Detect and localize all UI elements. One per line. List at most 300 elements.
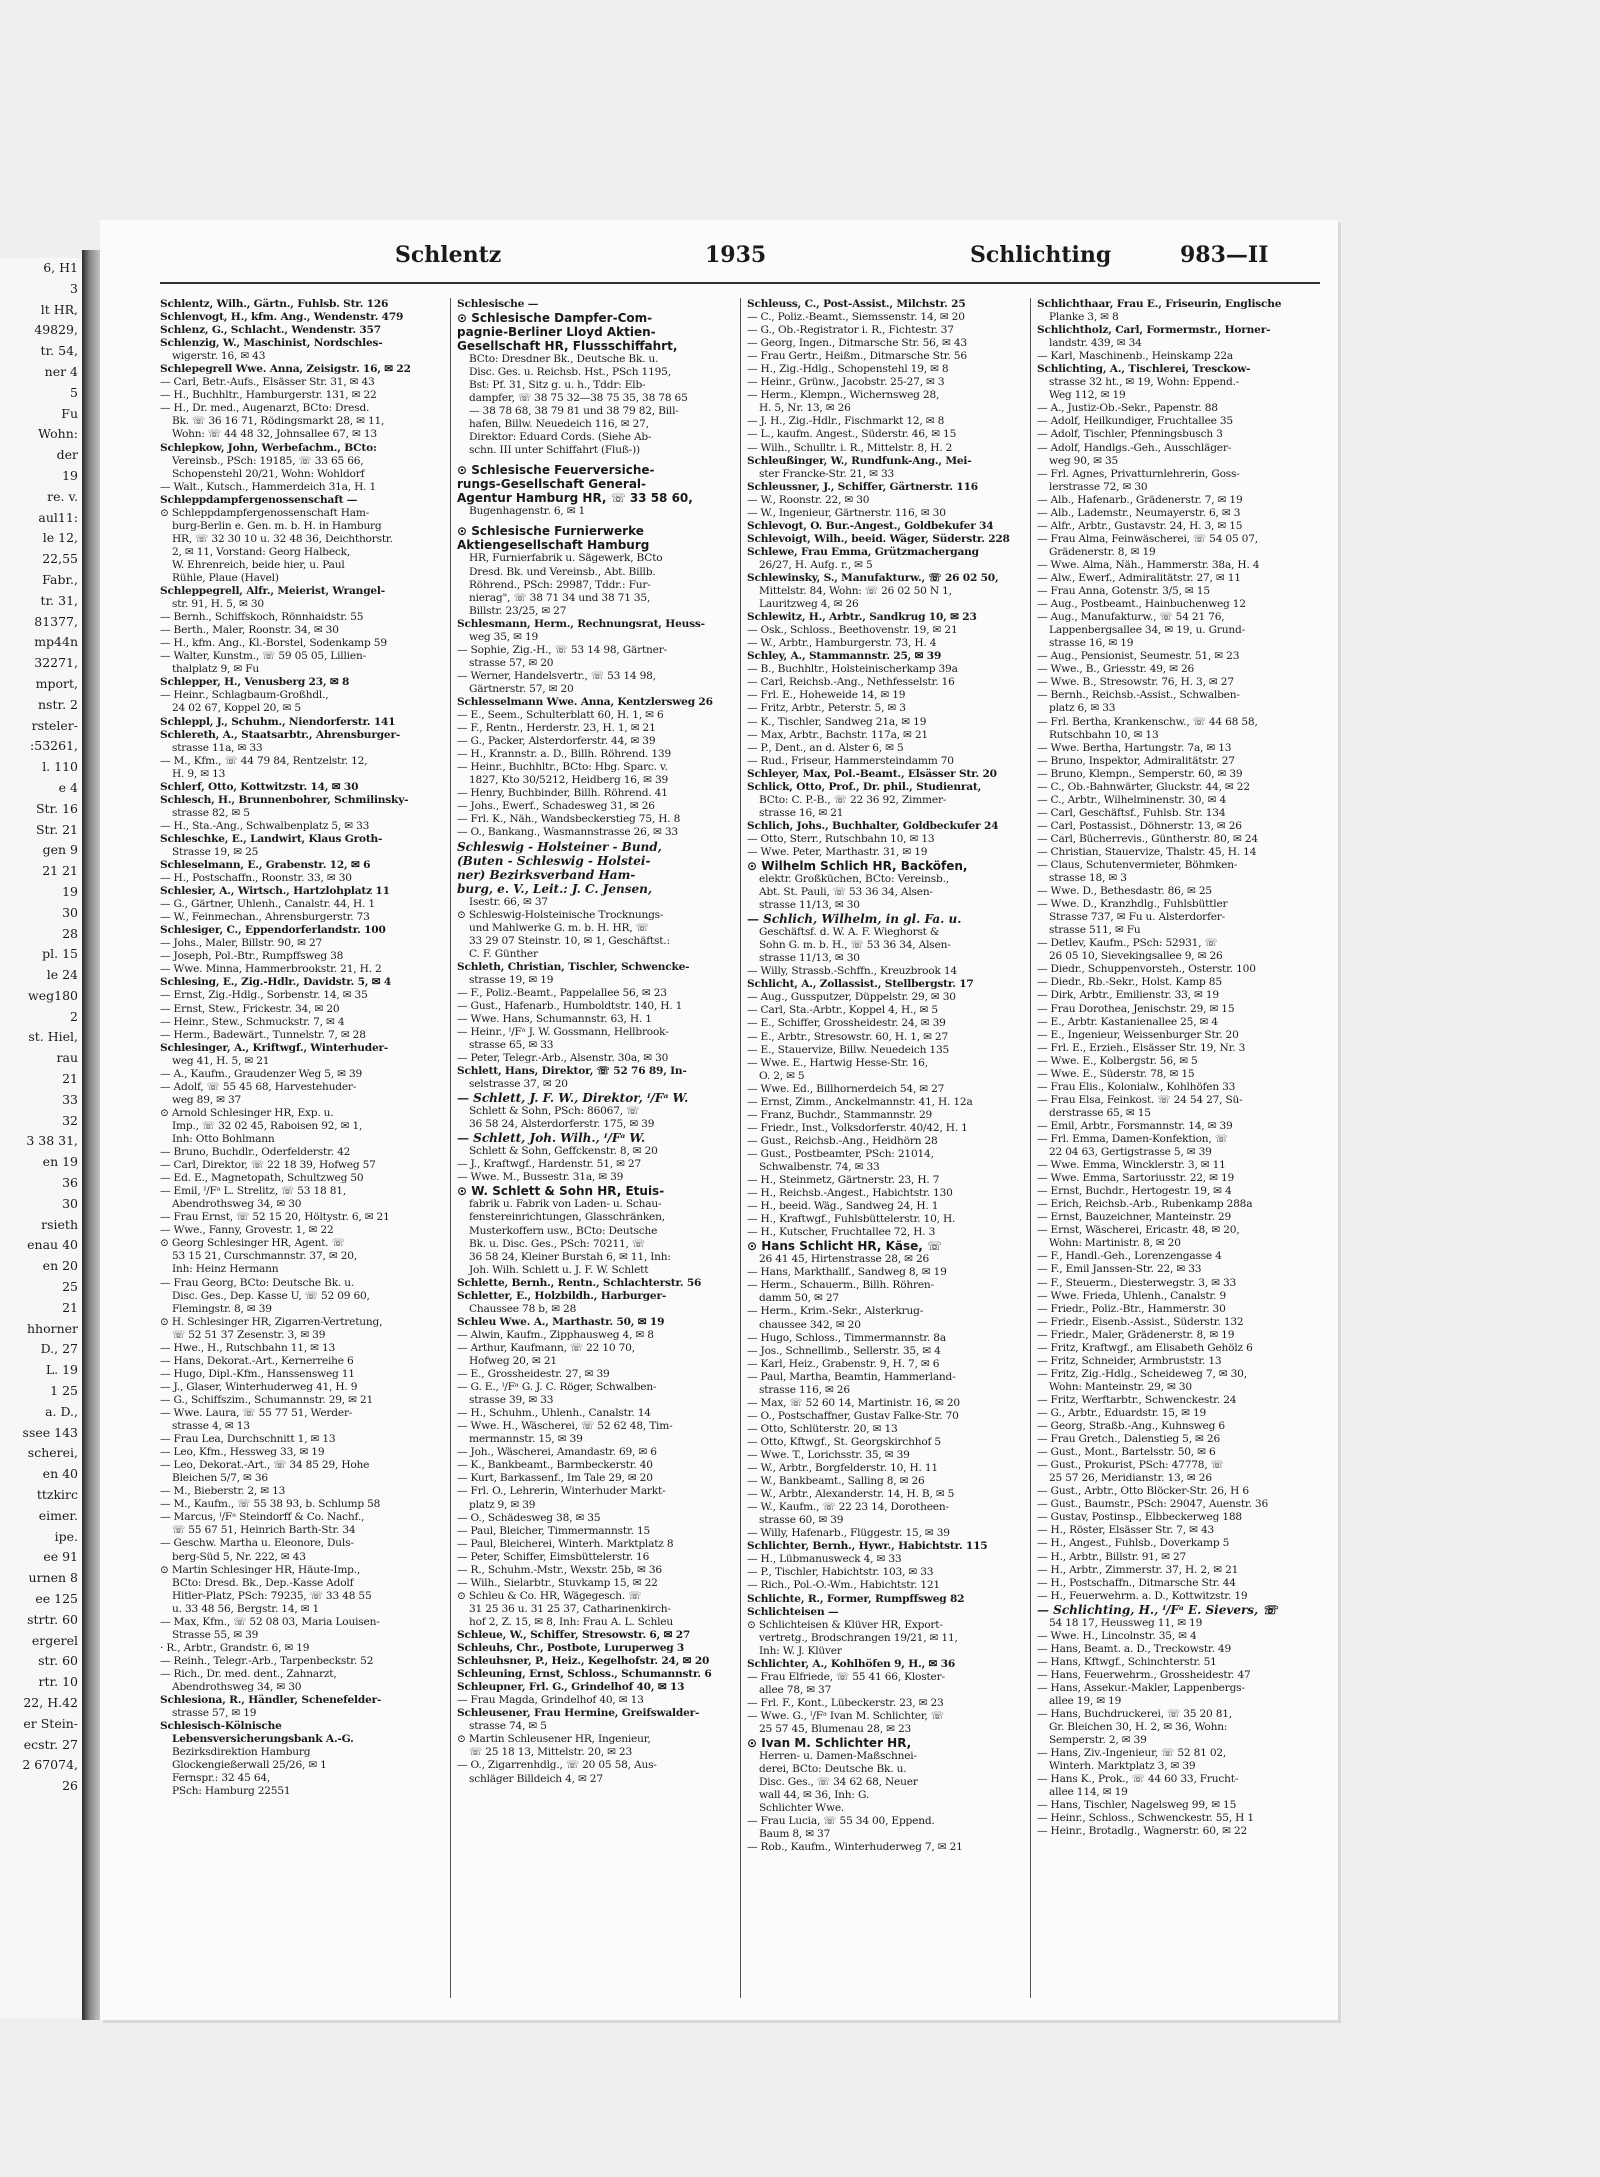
directory-entry-line: — G. E., ᴵ/Fᵃ G. J. C. Röger, Schwalben- (457, 1381, 657, 1394)
directory-highlight-entry: Agentur Hamburg HR, ☏ 33 58 60, (457, 491, 693, 506)
column-1 (160, 298, 442, 1998)
directory-entry-line: Schlepper, H., Venusberg 23, ✉ 8 (160, 676, 350, 689)
left-page-fragment: tr. 31, (40, 592, 78, 608)
directory-entry-line: — Carl, Betr.-Aufs., Elsässer Str. 31, ✉ 43 (160, 376, 375, 389)
directory-entry-line: Schleu Wwe. A., Marthastr. 50, ✉ 19 (457, 1315, 665, 1328)
directory-entry-line: ⊙ Georg Schlesinger HR, Agent. ☏ (160, 1237, 345, 1250)
directory-entry-line: — Frl. Agnes, Privatturnlehrerin, Goss- (1037, 467, 1240, 480)
directory-entry-line: — Herm., Badewärt., Tunnelstr. 7, ✉ 28 (160, 1028, 366, 1041)
directory-entry-line: strasse 16, ✉ 21 (759, 806, 844, 819)
left-page-fragment: eimer. (38, 1507, 78, 1523)
page-header (100, 242, 1338, 282)
directory-entry-line: Schleupner, Frl. G., Grindelhof 40, ✉ 13 (457, 1681, 685, 1694)
directory-entry-line: — Frau Gretch., Dalenstieg 5, ✉ 26 (1037, 1433, 1220, 1446)
directory-entry-line: — Rud., Friseur, Hammersteindamm 70 (747, 754, 954, 767)
directory-entry-line: Inh: Otto Bohlmann (172, 1133, 275, 1145)
directory-entry-line: — H., Sta.-Ang., Schwalbenplatz 5, ✉ 33 (160, 819, 370, 832)
left-page-fragment: 36 (62, 1175, 78, 1191)
directory-entry-line: Bk. u. Disc. Ges., PSch: 70211, ☏ (469, 1237, 645, 1250)
directory-entry-line: Schleussner, J., Schiffer, Gärtnerstr. 116 (747, 480, 978, 493)
directory-entry-line: — Walt., Kutsch., Hammerdeich 31a, H. 1 (160, 480, 377, 493)
directory-entry-line: — H., Arbtr., Billstr. 91, ✉ 27 (1037, 1550, 1187, 1563)
directory-entry-line: Schlentz, Wilh., Gärtn., Fuhlsb. Str. 126 (160, 298, 389, 310)
directory-entry-line: — H., Lübmanusweck 4, ✉ 33 (747, 1553, 902, 1566)
directory-entry-line: Schlette, Bernh., Rentn., Schlachterstr. 56 (457, 1276, 702, 1289)
directory-entry-line: — Wwe. Minna, Hammerbrookstr. 21, H. 2 (160, 963, 382, 976)
left-page-fragment: ergerel (31, 1632, 78, 1648)
directory-entry-line: strasse 11a, ✉ 33 (172, 741, 263, 754)
directory-entry-line: — Wwe. Peter, Marthastr. 31, ✉ 19 (747, 845, 928, 858)
directory-entry-line: Schwalbenstr. 74, ✉ 33 (759, 1161, 880, 1173)
directory-entry-line: — Wwe. Frieda, Uhlenh., Canalstr. 9 (1037, 1289, 1226, 1302)
directory-entry-line: Schlesch, H., Brunnenbohrer, Schmilinsky- (160, 793, 409, 806)
directory-highlight-entry: ⊙ W. Schlett & Sohn HR, Etuis- (457, 1184, 665, 1199)
directory-entry-line: — Kurt, Barkassenf., Im Tale 29, ✉ 20 (457, 1472, 653, 1485)
left-page-fragment: ner 4 (44, 363, 78, 379)
directory-entry-line: — A., Justiz-Ob.-Sekr., Papenstr. 88 (1037, 402, 1218, 415)
directory-entry-line: weg 35, ✉ 19 (469, 630, 539, 643)
directory-entry-line: Rutschbahn 10, ✉ 13 (1049, 728, 1159, 741)
left-page-fragment: 2 (70, 1008, 78, 1024)
directory-entry-line: Schleuhs, Chr., Postbote, Luruperweg 3 (457, 1642, 685, 1655)
directory-entry-line: — H., Angest., Fuhlsb., Doverkamp 5 (1037, 1537, 1230, 1550)
directory-entry-line: — Frl. Emma, Damen-Konfektion, ☏ (1037, 1133, 1228, 1145)
directory-entry-line: HR, Furnierfabrik u. Sägewerk, BCto (469, 552, 663, 565)
directory-entry-line: Schlesiona, R., Händler, Schenefelder- (160, 1694, 382, 1707)
directory-entry-line: — H., Postschaffn., Ditmarsche Str. 44 (1037, 1576, 1236, 1589)
directory-entry-line: — H., beeid. Wäg., Sandweg 24, H. 1 (747, 1200, 939, 1213)
directory-entry-line: Schley, A., Stammannstr. 25, ✉ 39 (747, 650, 942, 663)
left-page-fragment: 21 (62, 1071, 78, 1087)
directory-entry-line: — Frau Elis., Kolonialw., Kohlhöfen 33 (1037, 1080, 1236, 1093)
directory-entry-line: — Walter, Kunstm., ☏ 59 05 05, Lillien- (160, 650, 366, 663)
directory-entry-line: — C., Ob.-Bahnwärter, Gluckstr. 44, ✉ 22 (1037, 780, 1250, 793)
directory-entry-line: ☏ 25 18 13, Mittelstr. 20, ✉ 23 (469, 1746, 632, 1759)
directory-entry-line: — G., Packer, Alsterdorferstr. 44, ✉ 39 (457, 735, 656, 748)
directory-entry-line: strasse 18, ✉ 3 (1049, 872, 1127, 885)
directory-entry-line: Grädenerstr. 8, ✉ 19 (1049, 545, 1156, 558)
directory-entry-line: Bst: Pf. 31, Sitz g. u. h., Tddr: Elb- (469, 379, 646, 392)
directory-entry-line: Schleuning, Ernst, Schloss., Schumannstr. 6 (457, 1668, 712, 1681)
directory-entry-line: — W., Arbtr., Borgfelderstr. 10, H. 11 (747, 1462, 938, 1475)
directory-entry-line: — Frl. F., Kont., Lübeckerstr. 23, ✉ 23 (747, 1696, 944, 1709)
directory-entry-line: — Werner, Handelsvertr., ☏ 53 14 98, (457, 669, 656, 682)
directory-entry-line: ☏ 55 67 51, Heinrich Barth-Str. 34 (172, 1524, 356, 1537)
directory-entry-line: — Aug., Manufakturw., ☏ 54 21 76, (1037, 611, 1225, 624)
directory-entry-line: — E., Ingenieur, Weissenburger Str. 20 (1037, 1028, 1239, 1041)
directory-entry-line: — Hans K., Prok., ☏ 44 60 33, Frucht- (1037, 1773, 1239, 1786)
directory-entry-line: nierag", ☏ 38 71 34 und 38 71 35, (469, 591, 651, 604)
directory-entry-line: — Herm., Klempn., Wichernsweg 28, (747, 389, 940, 402)
directory-entry-line: — P., Dent., an d. Alster 6, ✉ 5 (747, 741, 904, 754)
directory-entry-line: allee 114, ✉ 19 (1049, 1786, 1128, 1799)
directory-entry-line: — F., Steuerm., Diesterwegstr. 3, ✉ 33 (1037, 1276, 1237, 1289)
directory-entry-line: — Hwe., H., Rutschbahn 11, ✉ 13 (160, 1341, 336, 1354)
directory-entry-line: — Heinr., Schlagbaum-Großhdl., (160, 689, 329, 702)
directory-entry-line: Schlichting, A., Tischlerei, Tresckow- (1037, 363, 1251, 376)
directory-entry-line: Schlett & Sohn, PSch: 86067, ☏ (469, 1105, 640, 1118)
directory-entry-line: Röhrend., PSch: 29987, Tddr.: Fur- (469, 578, 651, 591)
directory-entry-line: — Joseph, Pol.-Btr., Rumpffsweg 38 (160, 950, 344, 963)
directory-entry-line: Inh: W. J. Klüver (759, 1644, 842, 1657)
directory-entry-line: — Hugo, Dipl.-Kfm., Hanssensweg 11 (160, 1367, 355, 1380)
book-spine (82, 250, 102, 2020)
directory-entry-line: ster Francke-Str. 21, ✉ 33 (759, 467, 895, 480)
directory-entry-line: allee 78, ✉ 37 (759, 1683, 832, 1696)
directory-entry-line: strasse 4, ✉ 13 (172, 1420, 250, 1433)
left-page-fragment: 32 (62, 1112, 78, 1128)
directory-entry-line: — Arthur, Kaufmann, ☏ 22 10 70, (457, 1341, 635, 1354)
left-page-fragment: 22, H.42 (23, 1694, 78, 1710)
directory-highlight-entry: Gesellschaft HR, Flussschiffahrt, (457, 339, 678, 354)
directory-entry-line: lerstrasse 72, ✉ 30 (1049, 480, 1148, 493)
directory-entry-line: BCto: Dresd. Bk., Dep.-Kasse Adolf (172, 1576, 354, 1589)
directory-entry-line: — Hans, Assekur.-Makler, Lappenbergs- (1037, 1681, 1245, 1694)
directory-entry-line: — Ernst, Wäscherei, Ericastr. 48, ✉ 20, (1037, 1224, 1240, 1237)
directory-entry-line: — H., Postschaffn., Roonstr. 33, ✉ 30 (160, 872, 352, 885)
directory-entry-line: Strasse 55, ✉ 39 (172, 1628, 259, 1641)
left-page-fragment: en 20 (42, 1258, 78, 1274)
directory-entry-line: Rühle, Plaue (Havel) (172, 571, 279, 584)
directory-entry-line: — Fritz, Zig.-Hdlg., Scheideweg 7, ✉ 30, (1037, 1367, 1247, 1380)
directory-entry-line: fenstereinrichtungen, Glasschränken, (469, 1211, 665, 1224)
directory-entry-line: Schleusener, Frau Hermine, Greifswalder- (457, 1707, 700, 1720)
directory-entry-line: — Alwin, Kaufm., Zipphausweg 4, ✉ 8 (457, 1328, 654, 1341)
directory-entry-line: — Friedr., Maler, Grädenerstr. 8, ✉ 19 (1037, 1328, 1235, 1341)
directory-entry-line: 24 02 67, Koppel 20, ✉ 5 (172, 702, 301, 715)
directory-entry-line: Schlerf, Otto, Kottwitzstr. 14, ✉ 30 (160, 780, 359, 793)
left-page-fragment: l. 110 (42, 759, 78, 775)
directory-entry-line: Lebensversicherungsbank A.-G. (172, 1733, 354, 1746)
directory-entry-line: — E., Grossheidestr. 27, ✉ 39 (457, 1368, 610, 1381)
directory-entry-line: — H., Buchhltr., Hamburgerstr. 131, ✉ 22 (160, 389, 377, 402)
directory-entry-line: Geschäftsf. d. W. A. F. Wieghorst & (759, 926, 940, 939)
directory-entry-line: — Herm., Schauerm., Billh. Röhren- (747, 1279, 934, 1292)
directory-entry-line: — H., Kraftwgf., Fuhlsbüttelerstr. 10, H. (747, 1213, 956, 1226)
directory-entry-line: Fernspr.: 32 45 64, (172, 1772, 271, 1785)
directory-entry-line: — Henry, Buchbinder, Billh. Röhrend. 41 (457, 787, 668, 800)
left-page-fragment: hhorner (26, 1320, 78, 1336)
directory-entry-line: ⊙ Arnold Schlesinger HR, Exp. u. (160, 1106, 334, 1119)
directory-entry-line: — Gust., Postbeamter, PSch: 21014, (747, 1147, 934, 1160)
directory-entry-line: — H., Feuerwehrm. a. D., Kottwitzstr. 19 (1037, 1589, 1248, 1602)
directory-entry-line: — Christian, Stauervize, Thalstr. 45, H. 14 (1037, 845, 1257, 858)
directory-entry-line: — E., Schiffer, Grossheidestr. 24, ✉ 39 (747, 1017, 946, 1030)
directory-entry-line: — Gust., Prokurist, PSch: 47778, ☏ (1037, 1459, 1224, 1472)
directory-entry-line: — Wwe., Fanny, Grovestr. 1, ✉ 22 (160, 1224, 334, 1237)
left-page-fragment: ssee 143 (22, 1424, 78, 1440)
directory-entry-line: — W., Bankbeamt., Salling 8, ✉ 26 (747, 1475, 925, 1488)
directory-entry-line: Bugenhagenstr. 6, ✉ 1 (469, 505, 586, 518)
directory-entry-line: mermannstr. 15, ✉ 39 (469, 1433, 583, 1446)
directory-entry-line: — Adolf, Heilkundiger, Fruchtallee 35 (1037, 415, 1233, 428)
left-page-fragment: 21 21 (42, 863, 78, 879)
directory-entry-line: Schlesselmann Wwe. Anna, Kentzlersweg 26 (457, 695, 713, 708)
directory-highlight-entry: ⊙ Hans Schlicht HR, Käse, ☏ (747, 1239, 942, 1254)
directory-entry-line: — C., Poliz.-Beamt., Siemssenstr. 14, ✉ 20 (747, 311, 965, 324)
directory-highlight-entry: pagnie-Berliner Lloyd Aktien- (457, 325, 656, 340)
directory-entry-line: — Wwe. Alma, Näh., Hammerstr. 38a, H. 4 (1037, 558, 1260, 571)
directory-entry-line: Schleyer, Max, Pol.-Beamt., Elsässer Str. 20 (747, 767, 997, 780)
directory-entry-line: — Wwe. M., Bussestr. 31a, ✉ 39 (457, 1171, 624, 1184)
left-page-fragment: en 19 (42, 1154, 78, 1170)
directory-entry-line: Schlenvogt, H., kfm. Ang., Wendenstr. 479 (160, 311, 404, 324)
directory-entry-line: W. Ehrenreich, beide hier, u. Paul (172, 558, 345, 571)
directory-entry-line: — Bernh., Schiffskoch, Rönnhaidstr. 55 (160, 611, 364, 624)
directory-entry-line: Disc. Ges., ☏ 34 62 68, Neuer (759, 1776, 918, 1789)
directory-entry-line: — Wwe. D., Bethesdastr. 86, ✉ 25 (1037, 885, 1212, 898)
column-2 (450, 298, 739, 1998)
directory-entry-line: — H., Röster, Elsässer Str. 7, ✉ 43 (1037, 1524, 1215, 1537)
directory-entry-line: Schleußinger, W., Rundfunk-Ang., Mei- (747, 454, 972, 467)
directory-entry-line: Schlevoigt, Wilh., beeid. Wäger, Süderstr. 228 (747, 532, 1010, 545)
directory-entry-line: H. 5, Nr. 13, ✉ 26 (759, 402, 851, 415)
directory-entry-line: — Adolf, Handlgs.-Geh., Ausschläger- (1037, 441, 1232, 454)
directory-entry-line: — Carl, Geschäftsf., Fuhlsb. Str. 134 (1037, 806, 1226, 819)
directory-entry-line: Schleppdampfergenossenschaft — (160, 493, 358, 506)
directory-entry-line: Schleue, W., Schiffer, Stresowstr. 6, ✉ 27 (457, 1628, 691, 1641)
directory-entry-line: — Georg, Ingen., Ditmarsche Str. 56, ✉ 43 (747, 337, 967, 350)
directory-entry-line: Schlichte, R., Former, Rumpffsweg 82 (747, 1592, 965, 1605)
left-page-fragment: Str. 16 (35, 800, 78, 816)
directory-entry-line: Schleuhsner, P., Heiz., Kegelhofstr. 24, ✉ 20 (457, 1655, 710, 1668)
directory-entry-line: 26 41 45, Hirtenstrasse 28, ✉ 26 (759, 1253, 930, 1266)
directory-entry-line: — H., Steinmetz, Gärtnerstr. 23, H. 7 (747, 1174, 940, 1187)
directory-entry-line: — Frau Georg, BCto: Deutsche Bk. u. (160, 1276, 355, 1289)
directory-entry-line: — Frl. Bertha, Krankenschw., ☏ 44 68 58, (1037, 715, 1258, 728)
directory-entry-line: strasse 16, ✉ 19 (1049, 637, 1134, 650)
directory-entry-line: fabrik u. Fabrik von Laden- u. Schau- (469, 1198, 662, 1211)
directory-entry-line: — Alb., Lademstr., Neumayerstr. 6, ✉ 3 (1037, 506, 1241, 519)
directory-highlight-entry: burg, e. V., Leit.: J. C. Jensen, (457, 881, 653, 896)
columns (160, 298, 1320, 1998)
left-page-fragment: ipe. (54, 1528, 78, 1544)
directory-entry-line: — Wwe. E., Süderstr. 78, ✉ 15 (1037, 1067, 1195, 1080)
directory-entry-line: HR, ☏ 32 30 10 u. 32 48 36, Deichthorstr. (172, 532, 393, 545)
directory-entry-line: Schlewinsky, S., Manufakturw., ☏ 26 02 50, (747, 571, 999, 584)
left-page-fragment: Fabr., (42, 571, 78, 587)
directory-entry-line: u. 33 48 56, Bergstr. 14, ✉ 1 (172, 1602, 320, 1615)
directory-entry-line: Schleth, Christian, Tischler, Schwencke- (457, 960, 690, 973)
directory-entry-line: — Friedr., Eisenb.-Assist., Süderstr. 132 (1037, 1315, 1244, 1328)
directory-highlight-entry: ⊙ Ivan M. Schlichter HR, (747, 1736, 912, 1751)
left-page-fragment: re. v. (47, 488, 78, 504)
directory-entry-line: — K., Bankbeamt., Barmbeckerstr. 40 (457, 1459, 653, 1472)
directory-entry-line: — H., Krannstr. a. D., Billh. Röhrend. 139 (457, 748, 672, 761)
directory-entry-line: — O., Schädesweg 38, ✉ 35 (457, 1511, 601, 1524)
directory-entry-line: Schlesier, A., Wirtsch., Hartzlohplatz 11 (160, 885, 390, 898)
directory-entry-line: elektr. Großküchen, BCto: Vereinsb., (759, 873, 949, 886)
directory-entry-line: — G., Gärtner, Uhlenh., Canalstr. 44, H. 1 (160, 898, 375, 911)
directory-entry-line: — Detlev, Kaufm., PSch: 52931, ☏ (1037, 937, 1218, 950)
directory-entry-line: und Mahlwerke G. m. b. H. HR, ☏ (469, 921, 649, 934)
directory-entry-line: Schlewitz, H., Arbtr., Sandkrug 10, ✉ 23 (747, 611, 977, 624)
directory-entry-line: strasse 511, ✉ Fu (1049, 924, 1141, 937)
directory-entry-line: — Peter, Telegr.-Arb., Alsenstr. 30a, ✉ 30 (457, 1052, 669, 1065)
directory-entry-line: strasse 39, ✉ 33 (469, 1394, 554, 1407)
left-page-fragment: le 12, (42, 530, 78, 546)
directory-entry-line: — Frau Anna, Gotenstr. 3/5, ✉ 15 (1037, 585, 1210, 598)
directory-highlight-entry: ⊙ Schlesische Furnierwerke (457, 524, 644, 539)
directory-entry-line: ⊙ Schlichteisen & Klüver HR, Export- (747, 1618, 943, 1631)
directory-entry-line: PSch: Hamburg 22551 (172, 1785, 291, 1798)
directory-entry-line: weg 89, ✉ 37 (172, 1093, 242, 1106)
directory-entry-line: ⊙ H. Schlesinger HR, Zigarren-Vertretung, (160, 1315, 383, 1328)
directory-entry-line: Schlesische — (457, 298, 539, 310)
directory-entry-line: Bleichen 5/7, ✉ 36 (172, 1472, 268, 1485)
left-page-fragment: er Stein- (23, 1715, 78, 1731)
directory-entry-line: — Wwe. Emma, Sartoriusstr. 22, ✉ 19 (1037, 1172, 1235, 1185)
directory-entry-line: Schlichter Wwe. (759, 1802, 845, 1815)
left-page-fragment: 25 (62, 1279, 78, 1295)
left-page-fragment: gen 9 (42, 842, 78, 858)
directory-entry-line: — W., Arbtr., Hamburgerstr. 73, H. 4 (747, 637, 937, 650)
column-4 (1030, 298, 1319, 1998)
directory-entry-line: Gärtnerstr. 57, ✉ 20 (469, 682, 574, 695)
directory-entry-line: — A., Kaufm., Graudenzer Weg 5, ✉ 39 (160, 1067, 363, 1080)
directory-entry-line: schläger Billdeich 4, ✉ 27 (469, 1772, 603, 1785)
directory-entry-line: — Aug., Gussputzer, Düppelstr. 29, ✉ 30 (747, 991, 956, 1004)
directory-entry-line: Abendrothsweg 34, ✉ 30 (172, 1198, 302, 1211)
directory-entry-line: schn. III unter Schiffahrt (Fluß-)) (469, 444, 640, 457)
directory-entry-line: — Max, ☏ 52 60 14, Martinistr. 16, ✉ 20 (747, 1396, 960, 1409)
directory-entry-line: 26/27, H. Aufg. r., ✉ 5 (759, 558, 873, 571)
directory-entry-line: — E., Seem., Schulterblatt 60, H. 1, ✉ 6 (457, 709, 664, 722)
directory-entry-line: — Hugo, Schloss., Timmermannstr. 8a (747, 1331, 946, 1344)
directory-entry-line: — H., Zig.-Hdlg., Schopenstehl 19, ✉ 8 (747, 363, 949, 376)
directory-entry-line: 25 57 26, Meridianstr. 13, ✉ 26 (1049, 1472, 1212, 1485)
directory-entry-line: — Fritz, Kraftwgf., am Elisabeth Gehölz 6 (1037, 1341, 1253, 1354)
directory-entry-line: chaussee 342, ✉ 20 (759, 1318, 861, 1331)
left-page-fragment: e 4 (58, 779, 78, 795)
directory-entry-line: — Otto, Kftwgf., St. Georgskirchhof 5 (747, 1435, 941, 1448)
directory-highlight-entry: Schleswig - Holsteiner - Bund, (457, 839, 662, 854)
directory-entry-line: — E., Arbtr., Stresowstr. 60, H. 1, ✉ 27 (747, 1030, 948, 1043)
directory-entry-line: Schleppegrell, Alfr., Meierist, Wrangel- (160, 585, 385, 598)
directory-entry-line: strasse 19, ✉ 19 (469, 973, 554, 986)
directory-entry-line: — Otto, Sterr., Rutschbahn 10, ✉ 13 (747, 832, 935, 845)
directory-entry-line: — Bruno, Klempn., Semperstr. 60, ✉ 39 (1037, 767, 1243, 780)
directory-entry-line: — Karl, Maschinenb., Heinskamp 22a (1037, 350, 1234, 363)
directory-entry-line: Dresd. Bk. und Vereinsb., Abt. Billb. (469, 565, 656, 578)
directory-entry-line: hafen, Billw. Neuedeich 116, ✉ 27, (469, 418, 649, 431)
directory-entry-line: derei, BCto: Deutsche Bk. u. (759, 1763, 907, 1776)
directory-entry-line: — Frau Ernst, ☏ 52 15 20, Höltystr. 6, ✉ 21 (160, 1211, 390, 1224)
left-page-fragment: 5 (70, 384, 78, 400)
directory-entry-line: ⊙ Schleswig-Holsteinische Trocknungs- (457, 908, 664, 921)
directory-entry-line: — Sophie, Zig.-H., ☏ 53 14 98, Gärtner- (457, 643, 667, 656)
left-page-fragment: 30 (62, 1195, 78, 1211)
directory-entry-line: — Karl, Heiz., Grabenstr. 9, H. 7, ✉ 6 (747, 1357, 940, 1370)
directory-entry-line: — Wwe. G., ᴵ/Fᵃ Ivan M. Schlichter, ☏ (747, 1709, 944, 1722)
left-page-fragment: pl. 15 (42, 946, 78, 962)
directory-entry-line: vertretg., Brodschrangen 19/21, ✉ 11, (759, 1631, 958, 1644)
directory-entry-line: platz 6, ✉ 33 (1049, 702, 1116, 715)
directory-entry-line: BCto: Dresdner Bk., Deutsche Bk. u. (469, 353, 659, 366)
directory-entry-line: — Wwe. D., Kranzhdlg., Fuhlsbüttler (1037, 898, 1228, 911)
directory-entry-line: Schlesisch-Kölnische (160, 1720, 282, 1733)
directory-entry-line: strasse 57, ✉ 19 (172, 1707, 257, 1720)
directory-entry-line: Abt. St. Pauli, ☏ 53 36 34, Alsen- (759, 886, 933, 899)
directory-entry-line: — Wwe., B., Griesstr. 49, ✉ 26 (1037, 663, 1195, 676)
directory-entry-line: Sohn G. m. b. H., ☏ 53 36 34, Alsen- (759, 939, 951, 952)
left-page-fragment: 2 67074, (22, 1757, 78, 1773)
directory-entry-line: Wohn: Manteinstr. 29, ✉ 30 (1049, 1380, 1192, 1393)
directory-entry-line: Schlett, Hans, Direktor, ☏ 52 76 89, In- (457, 1065, 687, 1078)
directory-entry-line: ⊙ Martin Schleusener HR, Ingenieur, (457, 1733, 651, 1746)
directory-highlight-entry: — Schlichting, H., ᴵ/Fᵃ E. Sievers, ☏ (1037, 1602, 1278, 1617)
directory-entry-line: — O., Postschaffner, Gustav Falke-Str. 70 (747, 1409, 959, 1422)
directory-entry-line: — Heinr., Stew., Schmuckstr. 7, ✉ 4 (160, 1015, 345, 1028)
directory-entry-line: Schlicht, A., Zollassist., Stellbergstr. 17 (747, 978, 974, 991)
directory-entry-line: Schlichter, A., Kohlhöfen 9, H., ✉ 36 (747, 1657, 956, 1670)
directory-entry-line: Schlewe, Frau Emma, Grützmachergang (747, 545, 979, 558)
directory-entry-line: Schlichter, Bernh., Hywr., Habichtstr. 115 (747, 1540, 988, 1553)
header-right-keyword: Schlichting (970, 242, 1112, 268)
directory-entry-line: — Frau Lea, Durchschnitt 1, ✉ 13 (160, 1433, 336, 1446)
directory-entry-line: O. 2, ✉ 5 (759, 1069, 805, 1082)
directory-entry-line: Winterh. Marktplatz 3, ✉ 39 (1049, 1760, 1196, 1773)
directory-entry-line: selstrasse 37, ✉ 20 (469, 1078, 568, 1091)
directory-entry-line: — Wwe. T., Lorichsstr. 35, ✉ 39 (747, 1448, 910, 1461)
directory-entry-line: — Osk., Schloss., Beethovenstr. 19, ✉ 21 (747, 624, 958, 637)
directory-entry-line: Schlesing, E., Zig.-Hdlr., Davidstr. 5, ✉ 4 (160, 976, 392, 989)
directory-entry-line: — Heinr., ᴵ/Fᵃ J. W. Gossmann, Hellbrook- (457, 1025, 669, 1038)
directory-entry-line: — Wwe. H., Lincolnstr. 35, ✉ 4 (1037, 1629, 1197, 1642)
directory-entry-line: Joh. Wilh. Schlett u. J. F. W. Schlett (469, 1263, 649, 1276)
directory-entry-line: weg 90, ✉ 35 (1049, 454, 1119, 467)
directory-entry-line: — Claus, Schutenvermieter, Böhmken- (1037, 859, 1238, 872)
directory-entry-line: Planke 3, ✉ 8 (1049, 311, 1119, 324)
left-page-fragment: le 24 (46, 967, 78, 983)
directory-entry-line: Schopenstehl 20/21, Wohn: Wohldorf (172, 467, 365, 480)
directory-entry-line: — Hans, Markthallf., Sandweg 8, ✉ 19 (747, 1266, 947, 1279)
directory-entry-line: — Hans, Buchdruckerei, ☏ 35 20 81, (1037, 1708, 1232, 1721)
directory-entry-line: — R., Schuhm.-Mstr., Wexstr. 25b, ✉ 36 (457, 1563, 662, 1576)
directory-entry-line: — Heinr., Buchhltr., BCto: Hbg. Sparc. v. (457, 761, 668, 774)
directory-entry-line: H. 9, ✉ 13 (172, 767, 226, 780)
directory-entry-line: — Heinr., Brotadlg., Wagnerstr. 60, ✉ 22 (1037, 1825, 1248, 1838)
directory-entry-line: — Aug., Postbeamt., Hainbuchenweg 12 (1037, 598, 1246, 611)
directory-entry-line: — Wwe. H., Wäscherei, ☏ 52 62 48, Tim- (457, 1420, 673, 1433)
directory-entry-line: strasse 74, ✉ 5 (469, 1720, 547, 1733)
directory-entry-line: burg-Berlin e. Gen. m. b. H. in Hamburg (172, 519, 382, 532)
directory-entry-line: — Fritz, Schneider, Armbruststr. 13 (1037, 1354, 1222, 1367)
directory-highlight-entry: rungs-Gesellschaft General- (457, 477, 647, 492)
directory-entry-line: — Alb., Hafenarb., Grädenerstr. 7, ✉ 19 (1037, 493, 1243, 506)
left-page-fragment: 33 (62, 1091, 78, 1107)
directory-entry-line: — Johs., Ewerf., Schadesweg 31, ✉ 26 (457, 800, 655, 813)
directory-entry-line: — Fritz, Werftarbtr., Schwenckestr. 24 (1037, 1393, 1237, 1406)
left-page-fragment: tr. 54, (40, 343, 78, 359)
directory-entry-line: — H., Arbtr., Zimmerstr. 37, H. 2, ✉ 21 (1037, 1563, 1239, 1576)
directory-entry-line: · R., Arbtr., Grandstr. 6, ✉ 19 (160, 1641, 310, 1654)
left-page-fragment: 3 (70, 280, 78, 296)
directory-entry-line: — J., Kraftwgf., Hardenstr. 51, ✉ 27 (457, 1158, 642, 1171)
directory-entry-line: Schlevogt, O. Bur.-Angest., Goldbekufer 34 (747, 519, 994, 532)
directory-entry-line: C. F. Günther (469, 947, 538, 960)
directory-entry-line: — Ernst, Bauzeichner, Manteinstr. 29 (1037, 1211, 1231, 1224)
directory-entry-line: Schlenz, G., Schlacht., Wendenstr. 357 (160, 324, 381, 337)
directory-entry-line: — E., Arbtr. Kastanienallee 25, ✉ 4 (1037, 1015, 1218, 1028)
directory-entry-line: — Fritz, Arbtr., Peterstr. 5, ✉ 3 (747, 702, 906, 715)
directory-entry-line: — Emil, ᴵ/Fᵃ L. Strelitz, ☏ 53 18 81, (160, 1185, 346, 1198)
left-page-fragment: st. Hiel, (28, 1029, 78, 1045)
directory-entry-line: — Hans, Dekorat.-Art., Kernerreihe 6 (160, 1354, 354, 1367)
directory-entry-line: — M., Kfm., ☏ 44 79 84, Rentzelstr. 12, (160, 754, 368, 767)
directory-entry-line: — Wilh., Schulltr. i. R., Mittelstr. 8, H. 2 (747, 441, 953, 454)
directory-entry-line: Musterkoffern usw., BCto: Deutsche (469, 1224, 658, 1237)
